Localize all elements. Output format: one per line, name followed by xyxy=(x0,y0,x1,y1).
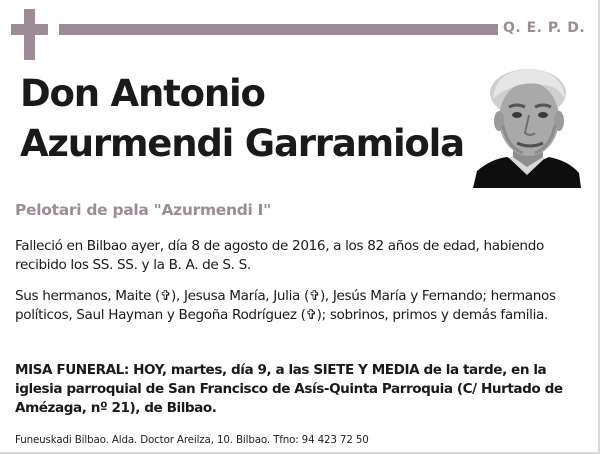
funeral-mass: MISA FUNERAL: HOY, martes, día 9, a las SIETE Y MEDIA de la tarde, en la iglesia parroquial de San Francisco de Asís-Quinta Parroquia (C/ Hurtado de Amézaga, nº 21), de Bilbao. xyxy=(15,362,563,416)
qepd-label: Q. E. P. D. xyxy=(503,20,586,36)
family-list: Sus hermanos, Maite (✞), Jesusa María, Julia (✞), Jesús María y Fernando; hermanos políticos, Saul Hayman y Begoña Rodríguez (✞); sobrinos, primos y demás familia. xyxy=(15,288,556,323)
deceased-subtitle: Pelotari de pala "Azurmendi I" xyxy=(15,201,271,219)
death-announcement: Falleció en Bilbao ayer, día 8 de agosto de 2016, a los 82 años de edad, habiendo recibido los SS. SS. y la B. A. de S. S. xyxy=(15,238,544,273)
deceased-name xyxy=(20,69,470,169)
portrait-photo xyxy=(473,63,581,188)
name-line-1: Don Antonio xyxy=(20,72,265,115)
name-line-2: Azurmendi Garramiola xyxy=(20,122,464,165)
cross-icon xyxy=(11,9,48,60)
funeral-home-info: Funeuskadi Bilbao. Alda. Doctor Areilza, 10. Bilbao. Tfno: 94 423 72 50 xyxy=(15,434,369,446)
header-rule xyxy=(59,24,498,35)
